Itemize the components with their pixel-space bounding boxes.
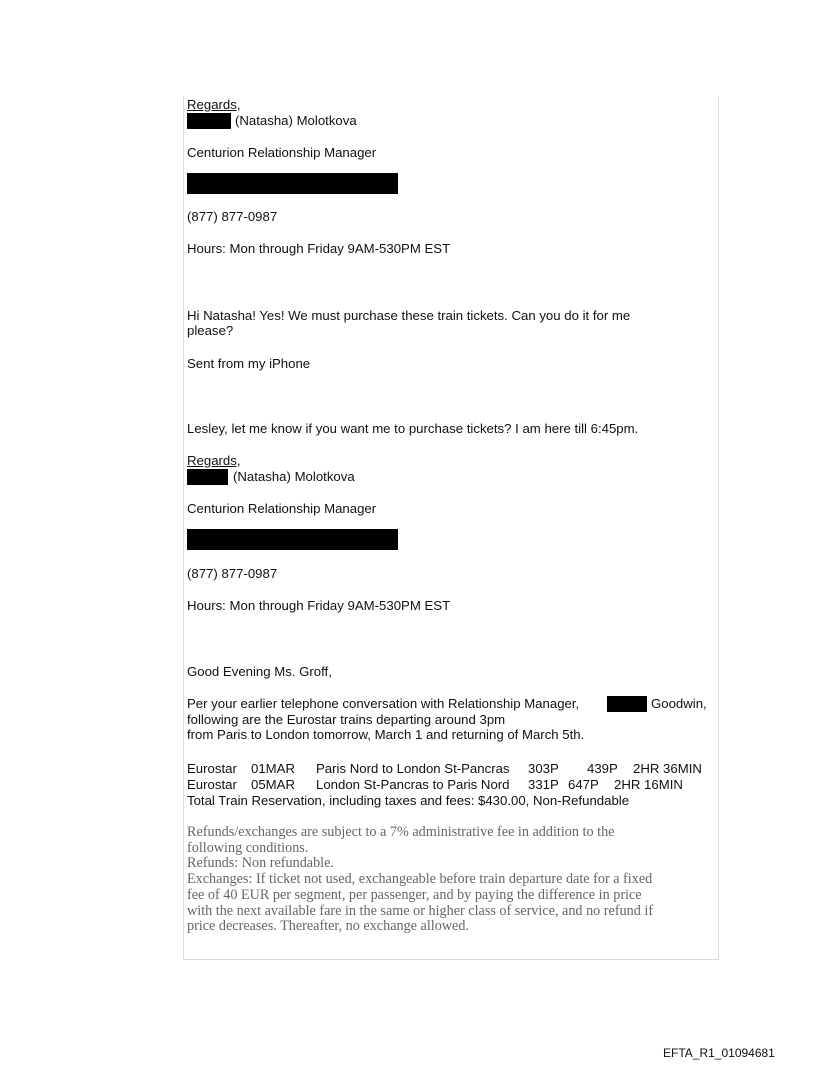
redaction-block <box>187 113 231 129</box>
para-line1-a: Per your earlier telephone conversation with Relationship Manager, <box>187 696 580 711</box>
train-duration: 2HR 16MIN <box>614 777 683 792</box>
sig1-hours: Hours: Mon through Friday 9AM-530PM EST <box>187 241 451 256</box>
redaction-block <box>607 696 647 712</box>
train-duration: 2HR 36MIN <box>633 761 702 776</box>
train-arrive: 439P <box>587 761 618 776</box>
sig1-name: (Natasha) Molotkova <box>235 113 357 128</box>
sig1-title: Centurion Relationship Manager <box>187 145 377 160</box>
train-depart: 331P <box>528 777 559 792</box>
document-id: EFTA_R1_01094681 <box>663 1046 775 1060</box>
sig2-phone: (877) 877-0987 <box>187 566 278 581</box>
sig2-regards: Regards, <box>187 453 241 468</box>
policy-line: price decreases. Thereafter, no exchange allowed. <box>187 918 469 935</box>
policy-line: Refunds: Non refundable. <box>187 855 334 872</box>
reply-line1: Hi Natasha! Yes! We must purchase these train tickets. Can you do it for me <box>187 308 631 323</box>
policy-line: with the next available fare in the same or higher class of service, and no refund if <box>187 902 654 919</box>
policy-line: fee of 40 EUR per segment, per passenger, and by paying the difference in price <box>187 886 642 903</box>
sig2-title: Centurion Relationship Manager <box>187 501 377 516</box>
para-line1-b: Goodwin, <box>651 696 707 711</box>
train-depart: 303P <box>528 761 559 776</box>
para-line3: from Paris to London tomorrow, March 1 and returning of March 5th. <box>187 727 585 742</box>
refund-policy <box>187 825 717 935</box>
train-route: London St-Pancras to Paris Nord <box>316 777 510 792</box>
sig1-regards: Regards, <box>187 97 241 112</box>
policy-line: following conditions. <box>187 839 309 856</box>
followup-text: Lesley, let me know if you want me to purchase tickets? I am here till 6:45pm. <box>187 421 639 436</box>
train-carrier: Eurostar <box>187 761 237 776</box>
para-line2: following are the Eurostar trains departing around 3pm <box>187 712 506 727</box>
train-route: Paris Nord to London St-Pancras <box>316 761 510 776</box>
total-reservation: Total Train Reservation, including taxes and fees: $430.00, Non-Refundable <box>187 793 630 808</box>
train-date: 01MAR <box>251 761 295 776</box>
policy-line: Exchanges: If ticket not used, exchangeable before train departure date for a fixed <box>187 871 653 888</box>
train-arrive: 647P <box>568 777 599 792</box>
sig2-hours: Hours: Mon through Friday 9AM-530PM EST <box>187 598 451 613</box>
train-carrier: Eurostar <box>187 777 237 792</box>
redaction-block <box>187 469 228 485</box>
greeting: Good Evening Ms. Groff, <box>187 664 332 679</box>
sig1-phone: (877) 877-0987 <box>187 209 278 224</box>
reply-sent-from: Sent from my iPhone <box>187 356 311 371</box>
redaction-block <box>187 173 398 194</box>
train-date: 05MAR <box>251 777 295 792</box>
policy-line: Refunds/exchanges are subject to a 7% administrative fee in addition to the <box>187 824 615 840</box>
reply-line2: please? <box>187 323 234 338</box>
sig2-name: (Natasha) Molotkova <box>233 469 355 484</box>
redaction-block <box>187 529 398 550</box>
